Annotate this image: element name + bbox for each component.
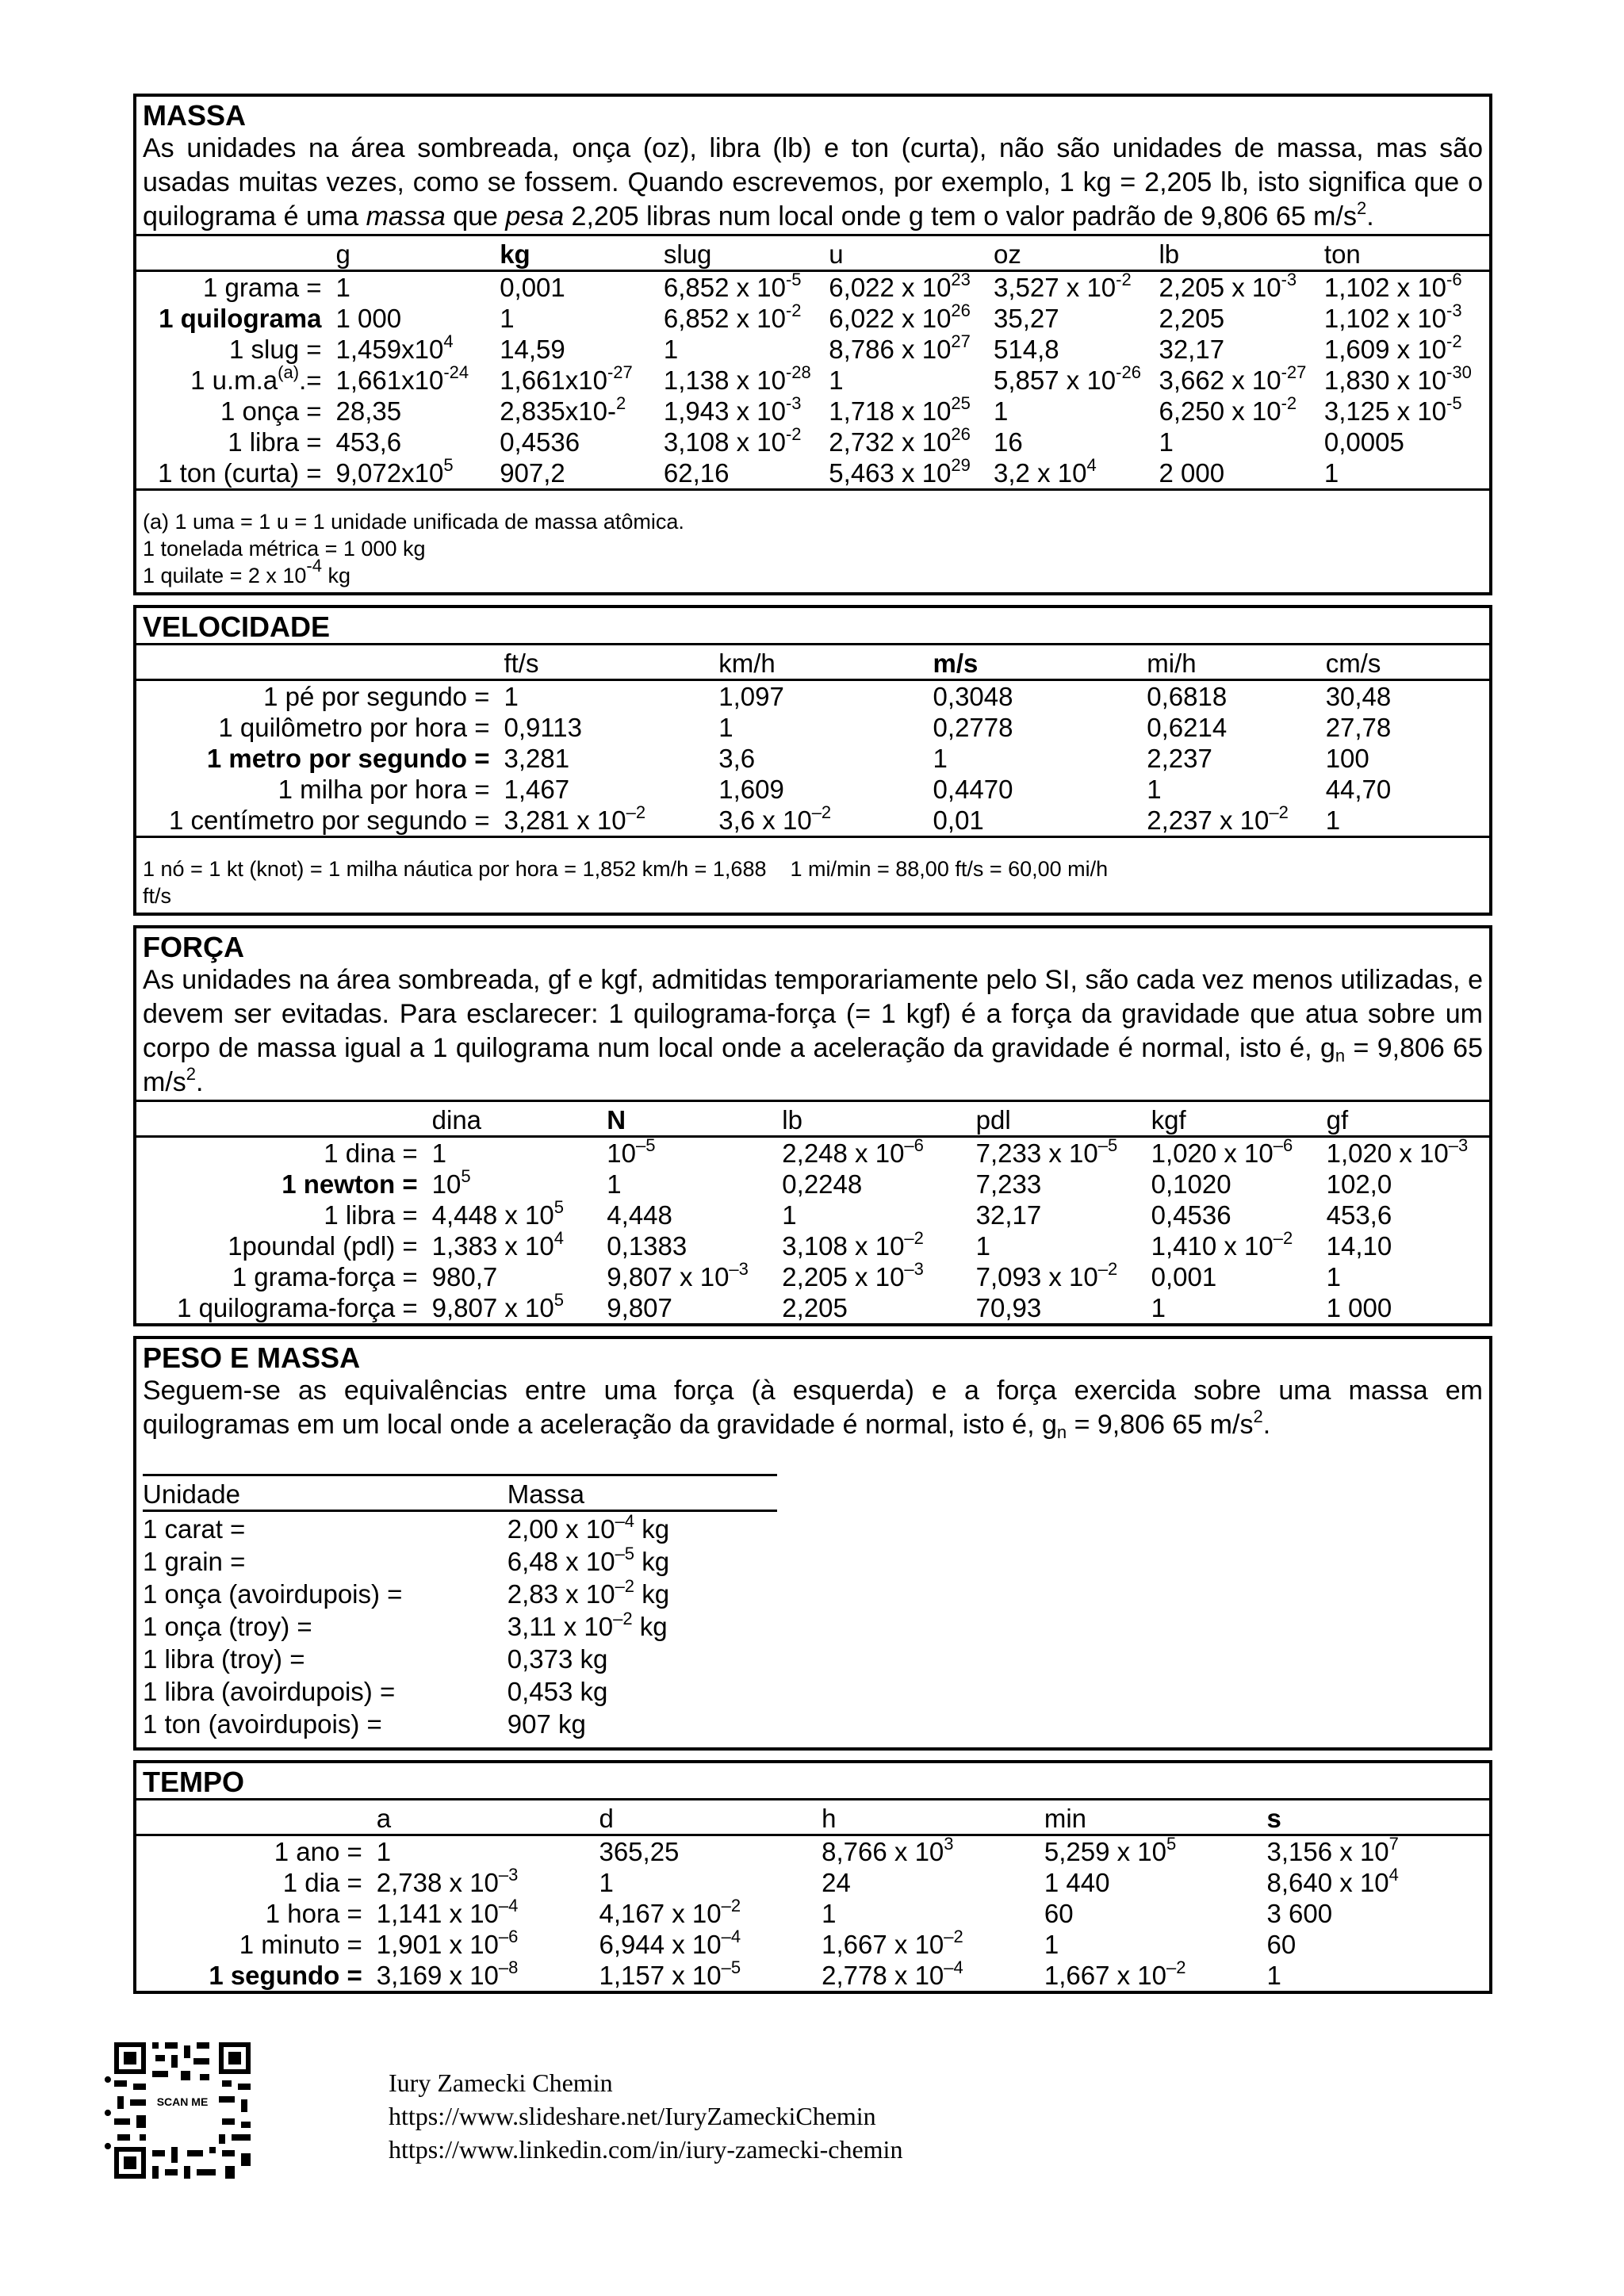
note-line: 1 tonelada métrica = 1 000 kg	[143, 537, 426, 561]
table-cell: 0,2778	[933, 713, 1013, 742]
table-row	[136, 396, 1489, 427]
column-header: min	[1041, 1800, 1264, 1835]
table-cell: 0,001	[500, 273, 565, 302]
row-label: 1 centímetro por segundo =	[168, 806, 490, 835]
table-cell: 2 000	[1159, 458, 1225, 488]
table-cell: 1	[994, 396, 1009, 426]
table-cell: 1	[975, 1231, 990, 1261]
table-cell: 6,852 x $10^{-2}$	[663, 300, 802, 333]
table-cell: 9,807	[607, 1293, 672, 1322]
table-row	[136, 680, 1489, 713]
table-row	[143, 1642, 777, 1674]
table-cell: 453,6	[1326, 1200, 1392, 1230]
column-header: h	[818, 1800, 1041, 1835]
table-cell: 6,48 x $10^{-5}$ kg	[507, 1544, 670, 1576]
table-cell: 5,259 x $10^5$	[1044, 1834, 1177, 1866]
table-cell: 2,83 x $10^{-2}$ kg	[507, 1576, 670, 1609]
row-label: 1 libra (troy) =	[143, 1644, 305, 1674]
table-cell: 8,766 x $10^3$	[822, 1834, 954, 1866]
row-label: 1 quilograma-força =	[177, 1293, 418, 1322]
table-row	[136, 805, 1489, 836]
column-header: N	[603, 1101, 779, 1137]
table-cell: 0,373 kg	[507, 1644, 608, 1674]
table-cell: $10^5$	[431, 1166, 471, 1199]
table-cell: 27,78	[1325, 713, 1392, 742]
row-label: 1 dina =	[324, 1138, 418, 1168]
massa-notes	[136, 488, 1489, 592]
table-cell: 1 000	[1326, 1293, 1392, 1322]
table-cell: 1,667 x $10^{-2}$	[822, 1927, 963, 1959]
table-row	[136, 271, 1489, 304]
table-cell: 1 440	[1044, 1868, 1110, 1897]
table-cell: 32,17	[1159, 335, 1225, 364]
table-cell: 4,448	[607, 1200, 672, 1230]
table-cell: 16	[994, 427, 1023, 457]
table-cell: 3,6	[718, 744, 756, 773]
row-label: 1 libra (avoirdupois) =	[143, 1677, 396, 1706]
table-cell: 1,102 x $10^{-3}$	[1323, 300, 1462, 333]
table-cell: 1,467	[504, 775, 570, 804]
footer-link-item[interactable]: • https://www.slideshare.net/IuryZameckiChemin	[103, 2099, 876, 2130]
note-line: (a) 1 uma = 1 u = 1 unidade unificada de massa atômica.	[143, 510, 684, 534]
table-cell: 44,70	[1325, 775, 1392, 804]
column-header: lb	[779, 1101, 972, 1137]
table-cell: 7,233	[975, 1169, 1042, 1199]
row-label: 1 onça (troy) =	[143, 1612, 312, 1641]
row-label: 1 grama =	[203, 273, 322, 302]
table-cell: 70,93	[975, 1293, 1042, 1322]
column-header: ton	[1321, 235, 1489, 271]
table-row	[136, 365, 1489, 396]
row-label: 1 ton (avoirdupois) =	[143, 1709, 382, 1739]
table-cell: 30,48	[1325, 682, 1392, 711]
table-cell: 3,662 x $10^{-27}$	[1159, 362, 1307, 395]
section-massa	[133, 94, 1492, 595]
peso-massa-table	[143, 1474, 777, 1739]
table-cell: 1,667 x $10^{-2}$	[1044, 1957, 1186, 1990]
table-row	[136, 1898, 1489, 1929]
section-description: As unidades na área sombreada, gf e kgf, admitidas temporariamente pelo SI, são cada vez menos utilizadas, e devem ser evitadas. Para esclarecer: 1 quilograma-força (= 1 kgf) é a força da gravidade que atua sobre um corpo de massa igual a 1 quilograma num local onde a aceleração da gravidade é normal, isto é, $g_n = 9,806$ 65 $m/s^2$.	[143, 965, 1483, 1097]
tempo-table	[136, 1798, 1489, 1991]
table-cell: 907,2	[500, 458, 565, 488]
table-cell: 0,1383	[607, 1231, 688, 1261]
column-header: gf	[1323, 1101, 1489, 1137]
column-header	[136, 1800, 373, 1835]
table-cell: 1	[1151, 1293, 1166, 1322]
table-cell: 14,10	[1326, 1231, 1392, 1261]
table-row	[136, 1169, 1489, 1200]
table-cell: 14,59	[500, 335, 565, 364]
table-cell: 1	[718, 713, 733, 742]
table-cell: 100	[1325, 744, 1369, 773]
bullet-icon: •	[103, 2065, 113, 2095]
table-cell: 3,156 x $10^7$	[1266, 1834, 1399, 1866]
section-tempo	[133, 1760, 1492, 1994]
column-header: lb	[1155, 235, 1320, 271]
row-label: 1 ano =	[274, 1837, 362, 1866]
column-header: kg	[496, 235, 661, 271]
table-row	[143, 1511, 777, 1545]
table-row	[136, 1200, 1489, 1230]
row-label: 1 libra =	[228, 427, 322, 457]
table-row	[143, 1707, 777, 1739]
table-cell: 0,9113	[504, 713, 582, 742]
column-header: d	[596, 1800, 818, 1835]
table-cell: 2,732 x $10^{26}$	[829, 424, 971, 457]
column-header: m/s	[930, 645, 1144, 680]
table-cell: 7,233 x $10^{-5}$	[975, 1135, 1118, 1168]
table-cell: 0,001	[1151, 1262, 1217, 1292]
table-cell: 2,738 x $10^{-3}$	[376, 1865, 519, 1897]
column-header: a	[373, 1800, 596, 1835]
row-label: 1 metro por segundo =	[206, 744, 490, 773]
table-row	[136, 1292, 1489, 1323]
table-cell: 6,022 x $10^{26}$	[829, 300, 971, 333]
table-cell: 1,410 x $10^{-2}$	[1151, 1228, 1293, 1261]
table-cell: 3,108 x $10^{-2}$	[782, 1228, 924, 1261]
table-cell: 60	[1044, 1899, 1074, 1928]
row-label: 1 grama-força =	[232, 1262, 418, 1292]
section-title: VELOCIDADE	[143, 610, 331, 643]
table-cell: 8,640 x $10^4$	[1266, 1865, 1399, 1897]
table-cell: 1	[1266, 1961, 1281, 1990]
table-row	[136, 457, 1489, 488]
table-row	[143, 1577, 777, 1609]
table-row	[136, 427, 1489, 457]
table-cell: 3,125 x $10^{-5}$	[1323, 393, 1462, 426]
note-line: 1 quilate = 2 x $10^{-4}$ kg	[143, 556, 350, 587]
table-cell: 0,453 kg	[507, 1677, 608, 1706]
table-cell: 1,901 x $10^{-6}$	[376, 1927, 519, 1959]
table-cell: 1	[1325, 806, 1341, 835]
table-cell: 9,807 x $10^{-3}$	[607, 1259, 749, 1292]
table-cell: 907 kg	[507, 1709, 586, 1739]
table-row	[143, 1674, 777, 1707]
table-cell: 1	[1159, 427, 1174, 457]
table-cell: 0,6818	[1147, 682, 1228, 711]
row-label: 1 slug =	[229, 335, 322, 364]
table-cell: 60	[1266, 1930, 1297, 1959]
table-cell: 2,205	[782, 1293, 848, 1322]
table-cell: 6,022 x $10^{23}$	[829, 270, 971, 302]
table-cell: 453,6	[335, 427, 402, 457]
column-header: pdl	[973, 1101, 1148, 1137]
table-cell: 62,16	[663, 458, 730, 488]
table-cell: 1,609	[718, 775, 784, 804]
table-cell: 32,17	[975, 1200, 1042, 1230]
row-label: 1 onça =	[220, 396, 322, 426]
table-cell: 4,448 x $10^5$	[431, 1197, 565, 1230]
table-cell: 1	[335, 273, 350, 302]
column-header: dina	[429, 1101, 604, 1137]
table-cell: 2,778 x $10^{-4}$	[822, 1957, 963, 1990]
table-cell: 1	[829, 365, 844, 395]
bullet-icon: •	[103, 2132, 113, 2161]
velocidade-notes	[136, 836, 1489, 913]
table-cell: 2,205	[1159, 304, 1225, 333]
row-label: 1 onça (avoirdupois) =	[143, 1579, 403, 1609]
table-cell: 1,830 x $10^{-30}$	[1323, 362, 1472, 395]
section-velocidade	[133, 605, 1492, 916]
row-label: 1 $u.m.a^{(a)}.=$	[190, 362, 322, 395]
table-row	[136, 743, 1489, 774]
table-cell: 1 000	[335, 304, 402, 333]
table-cell: 1,141 x $10^{-4}$	[376, 1896, 519, 1928]
table-cell: 1,020 x $10^{-6}$	[1151, 1135, 1293, 1168]
table-row	[136, 1867, 1489, 1898]
table-cell: 1,138 x $10^{-28}$	[663, 362, 811, 395]
note-line: ft/s	[143, 884, 172, 908]
row-label: 1 libra =	[324, 1200, 418, 1230]
row-label: 1 dia =	[282, 1868, 362, 1897]
massa-table	[136, 234, 1489, 488]
table-cell: $9,072x10^5$	[335, 455, 454, 488]
table-cell: $1,661x10^{-24}$	[335, 362, 469, 395]
table-cell: 2,237	[1147, 744, 1212, 773]
table-cell: 0,4536	[1151, 1200, 1231, 1230]
table-cell: 0,0005	[1323, 427, 1404, 457]
table-row	[136, 1261, 1489, 1292]
table-cell: 5,857 x $10^{-26}$	[994, 362, 1141, 395]
section-title: FORÇA	[143, 931, 244, 963]
section-peso-massa	[133, 1336, 1492, 1751]
table-cell: 1,157 x $10^{-5}$	[599, 1957, 741, 1990]
row-label: 1 milha por hora =	[278, 775, 490, 804]
table-cell: 514,8	[994, 335, 1059, 364]
table-cell: 3 600	[1266, 1899, 1333, 1928]
forca-table	[136, 1100, 1489, 1323]
table-cell: 0,1020	[1151, 1169, 1231, 1199]
bullet-icon: •	[103, 2099, 113, 2128]
table-cell: 3,281 x $10^{-2}$	[504, 802, 646, 835]
table-row	[136, 1929, 1489, 1960]
table-cell: 2,205 x $10^{-3}$	[782, 1259, 924, 1292]
row-label: 1 hora =	[265, 1899, 362, 1928]
table-cell: 1	[1044, 1930, 1059, 1959]
table-cell: 24	[822, 1868, 851, 1897]
velocidade-table	[136, 643, 1489, 836]
footer-link-item[interactable]: • https://www.linkedin.com/in/iury-zamecki-chemin	[103, 2132, 903, 2164]
table-cell: 2,00 x $10^{-4}$ kg	[507, 1511, 670, 1544]
table-cell: 0,6214	[1147, 713, 1228, 742]
table-row	[136, 1960, 1489, 1991]
footer	[103, 2039, 1063, 2190]
table-cell: $10^{-5}$	[607, 1135, 656, 1168]
row-label: 1 segundo =	[209, 1961, 362, 1990]
column-header: s	[1264, 1800, 1489, 1835]
section-title: PESO E MASSA	[143, 1341, 361, 1374]
table-cell: 1	[431, 1138, 446, 1168]
column-header: u	[825, 235, 990, 271]
table-cell: 6,944 x $10^{-4}$	[599, 1927, 741, 1959]
table-cell: 3,281	[504, 744, 570, 773]
table-cell: 1	[500, 304, 515, 333]
column-header: g	[333, 235, 497, 271]
table-cell: $1,459x10^4$	[335, 331, 454, 364]
row-label: 1 ton (curta) =	[158, 458, 322, 488]
table-cell: 102,0	[1326, 1169, 1392, 1199]
table-cell: 6,250 x $10^{-2}$	[1159, 393, 1297, 426]
table-cell: 3,527 x $10^{-2}$	[994, 270, 1132, 302]
table-cell: 365,25	[599, 1837, 680, 1866]
table-cell: 1	[504, 682, 519, 711]
table-cell: 2,237 x $10^{-2}$	[1147, 802, 1289, 835]
table-row	[136, 334, 1489, 365]
table-row	[136, 1230, 1489, 1261]
table-row	[136, 712, 1489, 743]
row-label: 1 quilômetro por hora =	[218, 713, 490, 742]
table-cell: 2,205 x $10^{-3}$	[1159, 270, 1297, 302]
table-cell: 1,020 x $10^{-3}$	[1326, 1135, 1469, 1168]
row-label: 1 pé por segundo =	[263, 682, 490, 711]
row-label: 1 grain =	[143, 1547, 246, 1576]
table-cell: 1,097	[718, 682, 784, 711]
column-header: oz	[990, 235, 1155, 271]
qr-code-icon[interactable]	[111, 2039, 254, 2182]
table-row	[143, 1609, 777, 1642]
table-row	[136, 1137, 1489, 1169]
column-header: cm/s	[1323, 645, 1489, 680]
table-cell: 1,943 x $10^{-3}$	[663, 393, 802, 426]
table-cell: 28,35	[335, 396, 402, 426]
section-forca	[133, 925, 1492, 1326]
table-cell: 1,102 x $10^{-6}$	[1323, 270, 1462, 302]
table-cell: 9,807 x $10^5$	[431, 1290, 565, 1322]
note-line: 1 nó = 1 kt (knot) = 1 milha náutica por hora = 1,852 km/h = 1,688 1 mi/min = 88,00 ft/s = 60,00 mi/h	[143, 857, 1109, 881]
table-cell: 0,4470	[933, 775, 1013, 804]
row-label: 1poundal (pdl) =	[228, 1231, 418, 1261]
table-cell: 3,169 x $10^{-8}$	[376, 1957, 519, 1990]
table-cell: 2,835x10-$^2$	[500, 393, 626, 426]
table-cell: 2,248 x $10^{-6}$	[782, 1135, 924, 1168]
column-header	[136, 1101, 429, 1137]
table-row	[143, 1544, 777, 1577]
table-cell: 1	[599, 1868, 614, 1897]
table-cell: 1	[782, 1200, 797, 1230]
table-cell: 0,3048	[933, 682, 1013, 711]
column-header: ft/s	[500, 645, 715, 680]
table-cell: 1	[663, 335, 679, 364]
footer-link-item[interactable]: • Iury Zamecki Chemin	[103, 2065, 613, 2097]
table-cell: 0,2248	[782, 1169, 863, 1199]
section-title: TEMPO	[143, 1766, 245, 1798]
table-cell: 1	[1323, 458, 1339, 488]
column-header: slug	[661, 235, 825, 271]
table-cell: 1,383 x $10^4$	[431, 1228, 565, 1261]
table-cell: 1,609 x $10^{-2}$	[1323, 331, 1462, 364]
table-cell: 1	[1147, 775, 1162, 804]
table-cell: 1	[607, 1169, 622, 1199]
table-cell: $1,661x10^{-27}$	[500, 362, 633, 395]
table-cell: 3,6 x $10^{-2}$	[718, 802, 832, 835]
section-title: MASSA	[143, 99, 247, 132]
table-row	[136, 303, 1489, 334]
table-cell: 3,2 x $10^4$	[994, 455, 1097, 488]
table-cell: 4,167 x $10^{-2}$	[599, 1896, 741, 1928]
column-header	[136, 235, 333, 271]
page	[133, 94, 1492, 2003]
row-label: 1 carat =	[143, 1514, 246, 1544]
row-label: 1 minuto =	[239, 1930, 362, 1959]
section-description: As unidades na área sombreada, onça (oz), libra (lb) e ton (curta), não são unidades de massa, mas são usadas muitas vezes, como se fossem. Quando escrevemos, por exemplo, 1 kg = 2,205 lb, isto significa que o quilograma é uma massa que pesa 2,205 libras num local onde g tem o valor padrão de 9,806 65 $m/s^2$.	[143, 133, 1483, 232]
table-cell: 1	[1326, 1262, 1341, 1292]
table-cell: 3,11 x $10^{-2}$ kg	[507, 1609, 668, 1641]
table-row	[136, 774, 1489, 805]
column-header: Unidade	[143, 1475, 508, 1511]
table-cell: 0,4536	[500, 427, 580, 457]
table-cell: 1	[376, 1837, 392, 1866]
column-header: km/h	[715, 645, 929, 680]
table-cell: 7,093 x $10^{-2}$	[975, 1259, 1118, 1292]
column-header: Massa	[508, 1475, 777, 1511]
section-description: Seguem-se as equivalências entre uma força (à esquerda) e a força exercida sobre uma massa em quilogramas em um local onde a aceleração da gravidade é normal, isto é, $g_n = 9,806$ 65 $m/s^2$.	[143, 1376, 1483, 1442]
qr-label: SCAN ME	[156, 2095, 209, 2108]
table-cell: 1,718 x $10^{25}$	[829, 393, 971, 426]
table-cell: 5,463 x $10^{29}$	[829, 455, 971, 488]
table-row	[136, 1835, 1489, 1868]
table-cell: 3,108 x $10^{-2}$	[663, 424, 802, 457]
table-cell: 0,01	[933, 806, 984, 835]
row-label: 1 quilograma	[159, 304, 322, 333]
row-label: 1 newton =	[282, 1169, 418, 1199]
table-cell: 1	[933, 744, 948, 773]
column-header: mi/h	[1143, 645, 1322, 680]
table-cell: 6,852 x $10^{-5}$	[663, 270, 802, 302]
table-cell: 980,7	[431, 1262, 498, 1292]
table-cell: 1	[822, 1899, 837, 1928]
table-cell: 35,27	[994, 304, 1059, 333]
column-header: kgf	[1148, 1101, 1323, 1137]
table-cell: 8,786 x $10^{27}$	[829, 331, 971, 364]
column-header	[136, 645, 500, 680]
